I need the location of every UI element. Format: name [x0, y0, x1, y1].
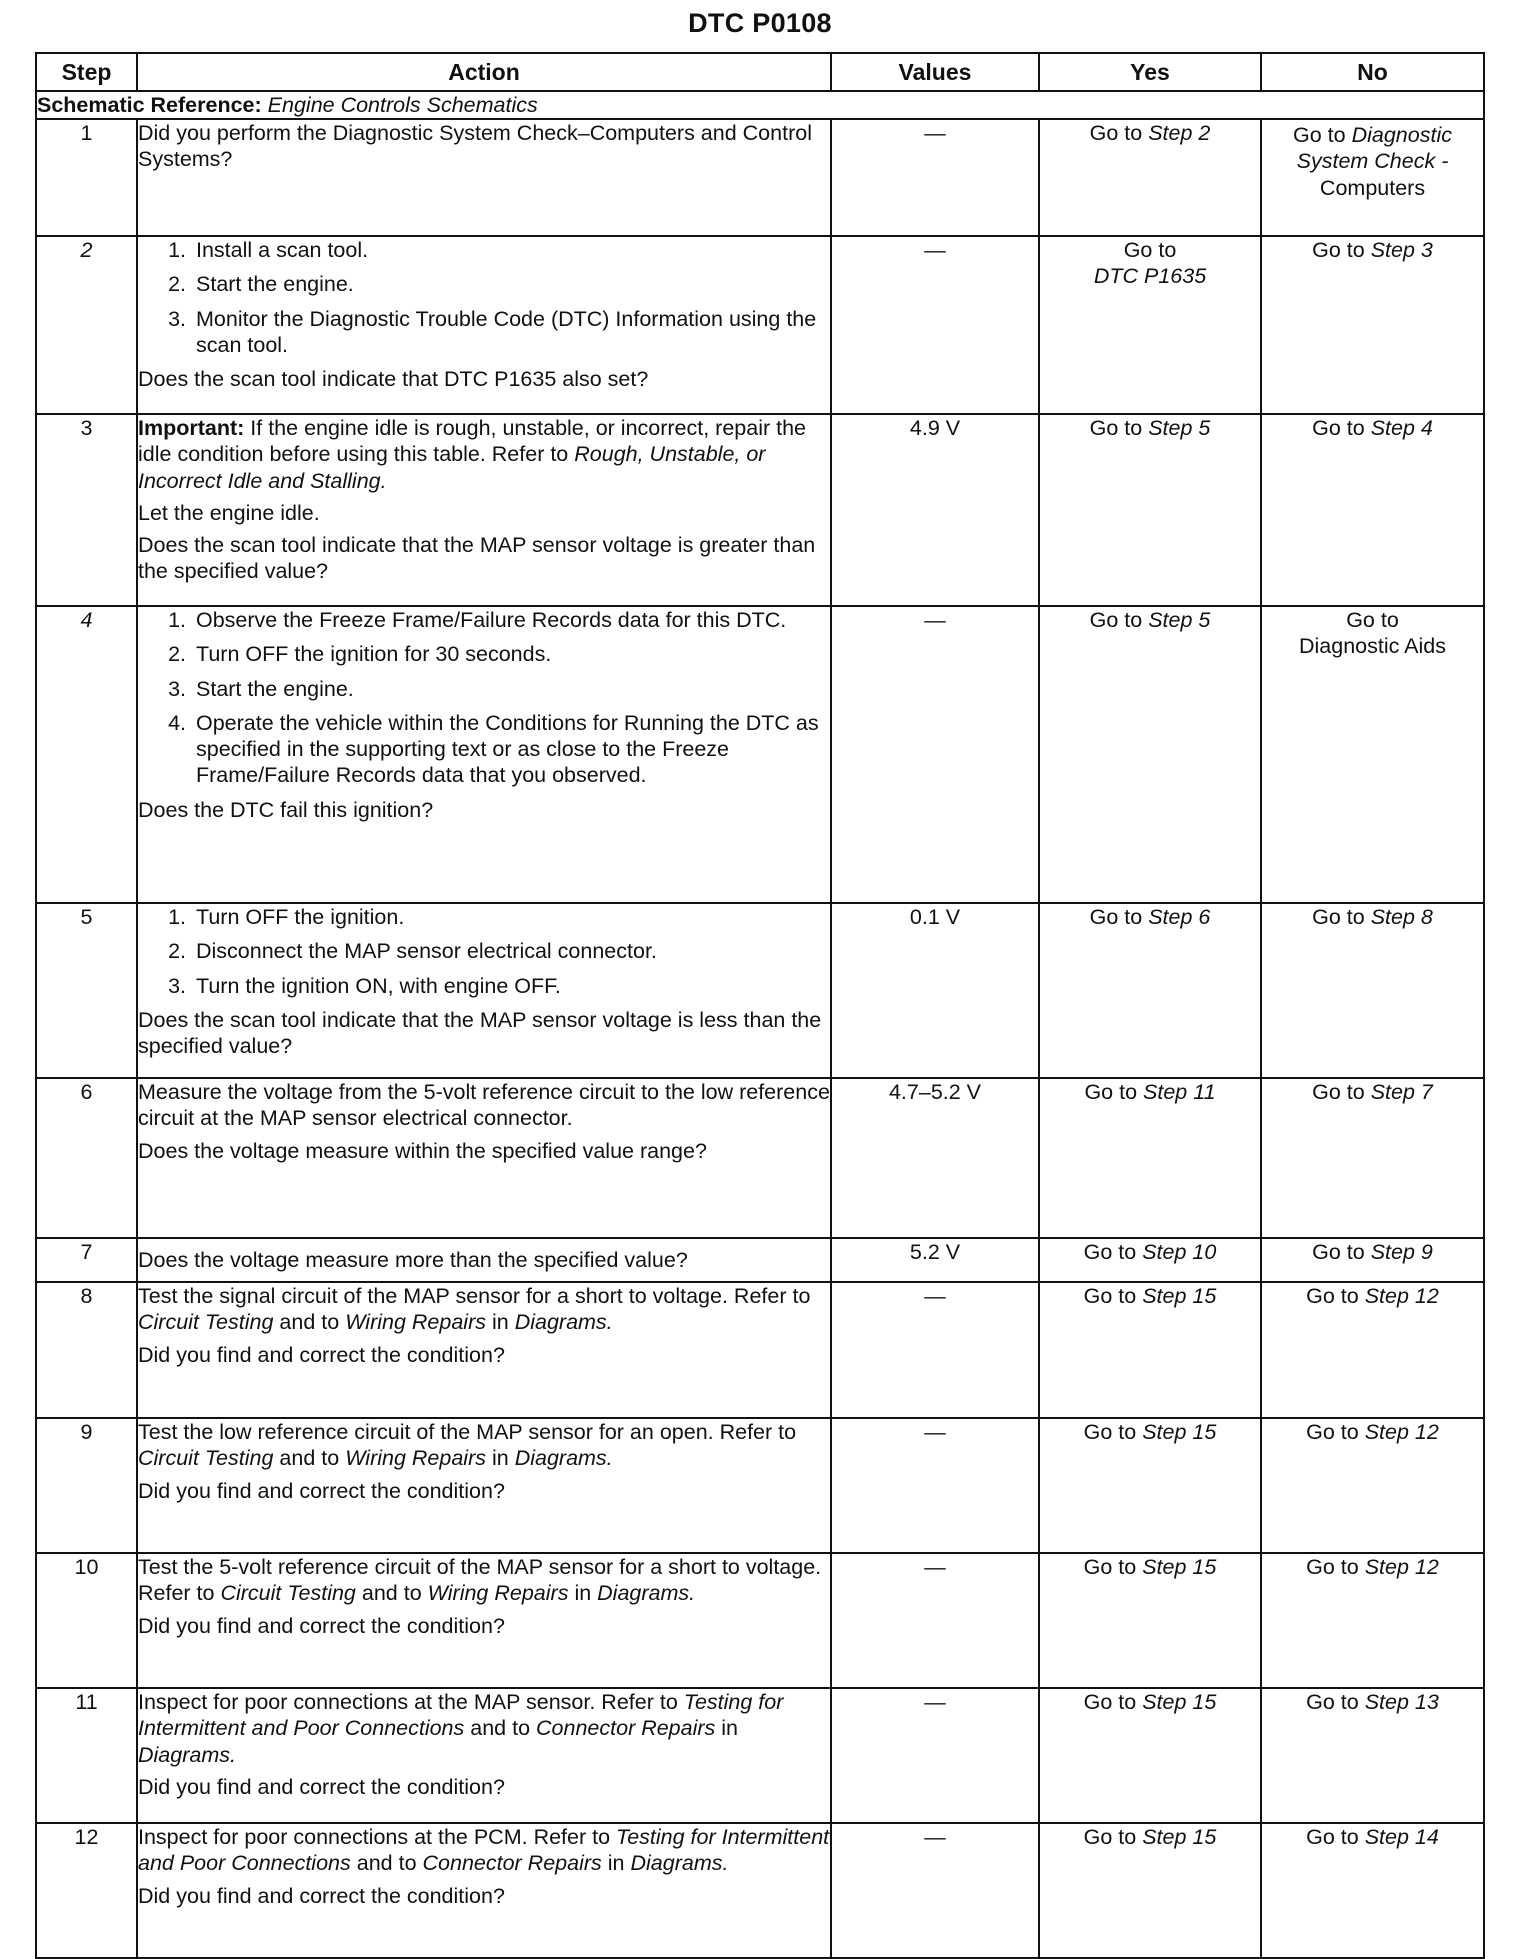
header-no: No [1261, 53, 1484, 91]
yes-prefix: Go to [1083, 1284, 1137, 1309]
diagrams-link[interactable]: Diagrams. [514, 1446, 613, 1471]
no-link[interactable]: Step 12 [1364, 1555, 1439, 1580]
step-number: 8 [36, 1282, 137, 1418]
intermittent-connections-link[interactable]: Testing for Intermittent and Poor Connections [138, 1825, 830, 1876]
step-number: 10 [36, 1553, 137, 1688]
list-item: 1. Observe the Freeze Frame/Failure Records data for this DTC. [192, 607, 830, 633]
no-cell[interactable] [1261, 903, 1484, 1078]
table-row [36, 236, 1484, 414]
no-cell[interactable] [1261, 1238, 1484, 1282]
yes-prefix: Go to [1089, 905, 1143, 930]
action-text-a: Inspect for poor connections at the PCM. Refer to [138, 1825, 611, 1850]
yes-link[interactable]: Step 5 [1148, 608, 1211, 633]
schematic-reference-row [36, 91, 1484, 119]
no-prefix: Go to [1306, 1690, 1359, 1715]
yes-link[interactable]: Step 5 [1148, 416, 1211, 441]
list-item: 2. Turn OFF the ignition for 30 seconds. [192, 641, 830, 667]
list-item: 3. Turn the ignition ON, with engine OFF. [192, 973, 830, 999]
no-prefix: Go to [1312, 905, 1365, 930]
and-to-text: and to [361, 1581, 422, 1606]
yes-cell[interactable] [1039, 1553, 1261, 1688]
action-text-a: Inspect for poor connections at the MAP sensor. Refer to [138, 1690, 678, 1715]
table-row [36, 1078, 1484, 1238]
no-prefix: Go to [1306, 1420, 1359, 1445]
step-number: 3 [36, 414, 137, 606]
value-cell: — [831, 1553, 1039, 1688]
yes-cell[interactable] [1039, 1078, 1261, 1238]
list-item: 1. Turn OFF the ignition. [192, 904, 830, 930]
action-cell [137, 606, 831, 903]
important-ref-link[interactable]: Rough, Unstable, or Incorrect Idle and Stalling. [138, 442, 766, 493]
no-link[interactable]: Step 4 [1370, 416, 1433, 441]
yes-prefix: Go to [1083, 1555, 1137, 1580]
step-number: 11 [36, 1688, 137, 1823]
yes-cell[interactable] [1039, 1688, 1261, 1823]
yes-prefix: Go to [1123, 238, 1177, 263]
step-number: 6 [36, 1078, 137, 1238]
circuit-testing-link[interactable]: Circuit Testing [220, 1581, 356, 1606]
action-text [138, 1419, 830, 1471]
yes-prefix: Go to [1089, 416, 1143, 441]
action-text [138, 1689, 830, 1768]
action-question: Did you find and correct the condition? [138, 1774, 505, 1799]
header-row [36, 53, 1484, 91]
no-prefix: Go to [1293, 123, 1346, 148]
in-text: in [491, 1446, 509, 1471]
yes-cell[interactable] [1039, 1282, 1261, 1418]
table-row [36, 903, 1484, 1078]
action-steps-list [138, 904, 830, 999]
action-cell [137, 119, 831, 236]
yes-prefix: Go to [1083, 1240, 1137, 1265]
list-item: 3. Monitor the Diagnostic Trouble Code (DTC) Information using the scan tool. [192, 306, 830, 358]
important-label: Important: [138, 416, 245, 441]
yes-cell[interactable] [1039, 606, 1261, 903]
value-cell: — [831, 1418, 1039, 1553]
action-text: Did you perform the Diagnostic System Check–Computers and Control Systems? [138, 121, 812, 172]
action-instruction: Let the engine idle. [138, 500, 320, 525]
action-question: Does the DTC fail this ignition? [138, 797, 434, 822]
no-prefix: Go to [1312, 238, 1365, 263]
yes-cell[interactable] [1039, 1418, 1261, 1553]
header-step: Step [36, 53, 137, 91]
action-text: Measure the voltage from the 5-volt reference circuit to the low reference circuit at the MAP sensor electrical connector. [138, 1080, 830, 1131]
yes-link[interactable]: Step 15 [1142, 1825, 1217, 1850]
no-cell[interactable] [1261, 1078, 1484, 1238]
wiring-repairs-link[interactable]: Wiring Repairs [427, 1581, 569, 1606]
no-prefix: Go to [1312, 416, 1365, 441]
and-to-text: and to [356, 1851, 417, 1876]
no-cell[interactable] [1261, 1688, 1484, 1823]
step-number: 9 [36, 1418, 137, 1553]
diagrams-link[interactable]: Diagrams. [630, 1851, 729, 1876]
yes-cell[interactable] [1039, 1238, 1261, 1282]
yes-link[interactable]: Step 15 [1142, 1690, 1217, 1715]
no-cell[interactable] [1261, 1418, 1484, 1553]
no-link[interactable]: Diagnostic System Check - [1296, 123, 1452, 174]
action-cell [137, 414, 831, 606]
action-question: Does the voltage measure within the specified value range? [138, 1138, 707, 1163]
list-item: 2. Disconnect the MAP sensor electrical connector. [192, 938, 830, 964]
yes-link[interactable]: Step 15 [1142, 1284, 1217, 1309]
diagrams-link[interactable]: Diagrams. [597, 1581, 696, 1606]
list-item: 4. Operate the vehicle within the Conditions for Running the DTC as specified in the supporting text or as close to the Freeze Frame/Failure Records data that you observed. [192, 710, 830, 789]
connector-repairs-link[interactable]: Connector Repairs [536, 1716, 716, 1741]
no-prefix: Go to [1312, 1240, 1365, 1265]
yes-prefix: Go to [1089, 608, 1143, 633]
circuit-testing-link[interactable]: Circuit Testing [138, 1446, 274, 1471]
yes-prefix: Go to [1084, 1080, 1138, 1105]
action-cell [137, 1553, 831, 1688]
no-prefix: Go to [1306, 1555, 1359, 1580]
no-link[interactable]: Step 12 [1364, 1420, 1439, 1445]
wiring-repairs-link[interactable]: Wiring Repairs [345, 1446, 486, 1471]
no-prefix: Go to [1346, 608, 1399, 633]
action-question: Did you find and correct the condition? [138, 1478, 505, 1503]
header-values: Values [831, 53, 1039, 91]
action-cell [137, 236, 831, 414]
action-text: Does the voltage measure more than the specified value? [138, 1248, 688, 1273]
reference-label: Schematic Reference: [37, 93, 262, 117]
yes-link[interactable]: Step 11 [1143, 1080, 1216, 1105]
diagnostic-table [35, 52, 1485, 1959]
step-number: 12 [36, 1823, 137, 1958]
no-link[interactable]: Step 8 [1370, 905, 1433, 930]
no-cell[interactable] [1261, 1282, 1484, 1418]
action-text [138, 1824, 830, 1876]
diagrams-link[interactable]: Diagrams. [514, 1310, 613, 1335]
action-steps-list [138, 237, 830, 358]
in-text: in [574, 1581, 592, 1606]
yes-prefix: Go to [1089, 121, 1143, 146]
action-cell [137, 1282, 831, 1418]
yes-prefix: Go to [1083, 1825, 1137, 1850]
schematic-reference [36, 91, 1484, 119]
no-link[interactable]: Step 3 [1370, 238, 1433, 263]
connector-repairs-link[interactable]: Connector Repairs [422, 1851, 602, 1876]
table-row [36, 1823, 1484, 1958]
step-number: 2 [36, 236, 137, 414]
table-row [36, 119, 1484, 236]
no-link[interactable]: Step 13 [1364, 1690, 1439, 1715]
action-text-a: Test the low reference circuit of the MAP sensor for an open. Refer to [138, 1420, 797, 1445]
action-cell [137, 1823, 831, 1958]
table-row [36, 414, 1484, 606]
wiring-repairs-link[interactable]: Wiring Repairs [345, 1310, 486, 1335]
important-text: If the engine idle is rough, unstable, or incorrect, repair the idle condition before using this table. Refer to [138, 416, 807, 467]
header-action: Action [137, 53, 831, 91]
in-text: in [607, 1851, 625, 1876]
step-number: 1 [36, 119, 137, 236]
action-text-a: Test the 5-volt reference circuit of the MAP sensor for a short to voltage. Refer to [138, 1555, 822, 1606]
table-row [36, 1418, 1484, 1553]
action-text [138, 1283, 830, 1335]
no-prefix: Go to [1306, 1825, 1359, 1850]
circuit-testing-link[interactable]: Circuit Testing [138, 1310, 274, 1335]
no-link[interactable]: Step 7 [1370, 1080, 1433, 1105]
table-row [36, 606, 1484, 903]
yes-cell[interactable] [1039, 236, 1261, 414]
action-question: Does the scan tool indicate that the MAP sensor voltage is greater than the specified value? [138, 533, 816, 584]
table-row [36, 1688, 1484, 1823]
no-link[interactable]: Step 14 [1364, 1825, 1439, 1850]
yes-link[interactable]: Step 2 [1148, 121, 1211, 146]
reference-link[interactable]: Engine Controls Schematics [267, 93, 538, 117]
table-row [36, 1238, 1484, 1282]
value-cell: — [831, 1823, 1039, 1958]
value-cell: — [831, 236, 1039, 414]
action-question: Did you find and correct the condition? [138, 1613, 505, 1638]
table-row [36, 1282, 1484, 1418]
no-prefix: Go to [1306, 1284, 1359, 1309]
value-cell: — [831, 1688, 1039, 1823]
no-link[interactable]: Diagnostic Aids [1299, 634, 1446, 659]
value-cell: — [831, 119, 1039, 236]
no-cell[interactable] [1261, 1823, 1484, 1958]
in-text: in [721, 1716, 739, 1741]
and-to-text: and to [470, 1716, 531, 1741]
and-to-text: and to [279, 1310, 340, 1335]
action-cell [137, 1418, 831, 1553]
yes-prefix: Go to [1083, 1420, 1137, 1445]
and-to-text: and to [279, 1446, 340, 1471]
diagrams-link[interactable]: Diagrams. [138, 1742, 236, 1767]
no-link[interactable]: Step 12 [1364, 1284, 1439, 1309]
list-item: 2. Start the engine. [192, 271, 830, 297]
table-row [36, 1553, 1484, 1688]
no-cell[interactable] [1261, 606, 1484, 903]
value-cell: 5.2 V [831, 1238, 1039, 1282]
yes-cell[interactable] [1039, 119, 1261, 236]
no-suffix: Computers [1319, 175, 1426, 200]
yes-link[interactable]: Step 15 [1142, 1420, 1217, 1445]
action-question: Did you find and correct the condition? [138, 1883, 505, 1908]
no-cell[interactable] [1261, 119, 1484, 236]
yes-link[interactable]: DTC P1635 [1093, 264, 1207, 289]
no-cell[interactable] [1261, 414, 1484, 606]
action-cell [137, 903, 831, 1078]
action-question: Did you find and correct the condition? [138, 1342, 505, 1367]
value-cell: 4.9 V [831, 414, 1039, 606]
important-note [138, 415, 830, 494]
yes-prefix: Go to [1083, 1690, 1137, 1715]
yes-cell[interactable] [1039, 903, 1261, 1078]
intermittent-connections-link[interactable]: Testing for Intermittent and Poor Connections [138, 1690, 784, 1741]
value-cell: — [831, 1282, 1039, 1418]
in-text: in [491, 1310, 509, 1335]
value-cell: 0.1 V [831, 903, 1039, 1078]
yes-link[interactable]: Step 15 [1142, 1555, 1217, 1580]
value-cell: — [831, 606, 1039, 903]
list-item: 3. Start the engine. [192, 676, 830, 702]
yes-link[interactable]: Step 6 [1148, 905, 1211, 930]
action-text-a: Test the signal circuit of the MAP sensor for a short to voltage. Refer to [138, 1284, 811, 1309]
action-cell [137, 1688, 831, 1823]
header-yes: Yes [1039, 53, 1261, 91]
yes-cell[interactable] [1039, 1823, 1261, 1958]
page-title: DTC P0108 [688, 8, 832, 38]
no-cell[interactable] [1261, 1553, 1484, 1688]
action-steps-list [138, 607, 830, 788]
no-prefix: Go to [1312, 1080, 1365, 1105]
value-cell: 4.7–5.2 V [831, 1078, 1039, 1238]
action-question: Does the scan tool indicate that the MAP sensor voltage is less than the specified value? [138, 1007, 822, 1059]
no-link[interactable]: Step 9 [1370, 1240, 1433, 1265]
action-text [138, 1554, 830, 1606]
yes-cell[interactable] [1039, 414, 1261, 606]
yes-link[interactable]: Step 10 [1142, 1240, 1217, 1265]
action-cell [137, 1078, 831, 1238]
action-question: Does the scan tool indicate that DTC P1635 also set? [138, 367, 649, 392]
action-cell [137, 1238, 831, 1282]
no-cell[interactable] [1261, 236, 1484, 414]
step-number: 5 [36, 903, 137, 1078]
list-item: 1. Install a scan tool. [192, 237, 830, 263]
step-number: 7 [36, 1238, 137, 1282]
step-number: 4 [36, 606, 137, 903]
